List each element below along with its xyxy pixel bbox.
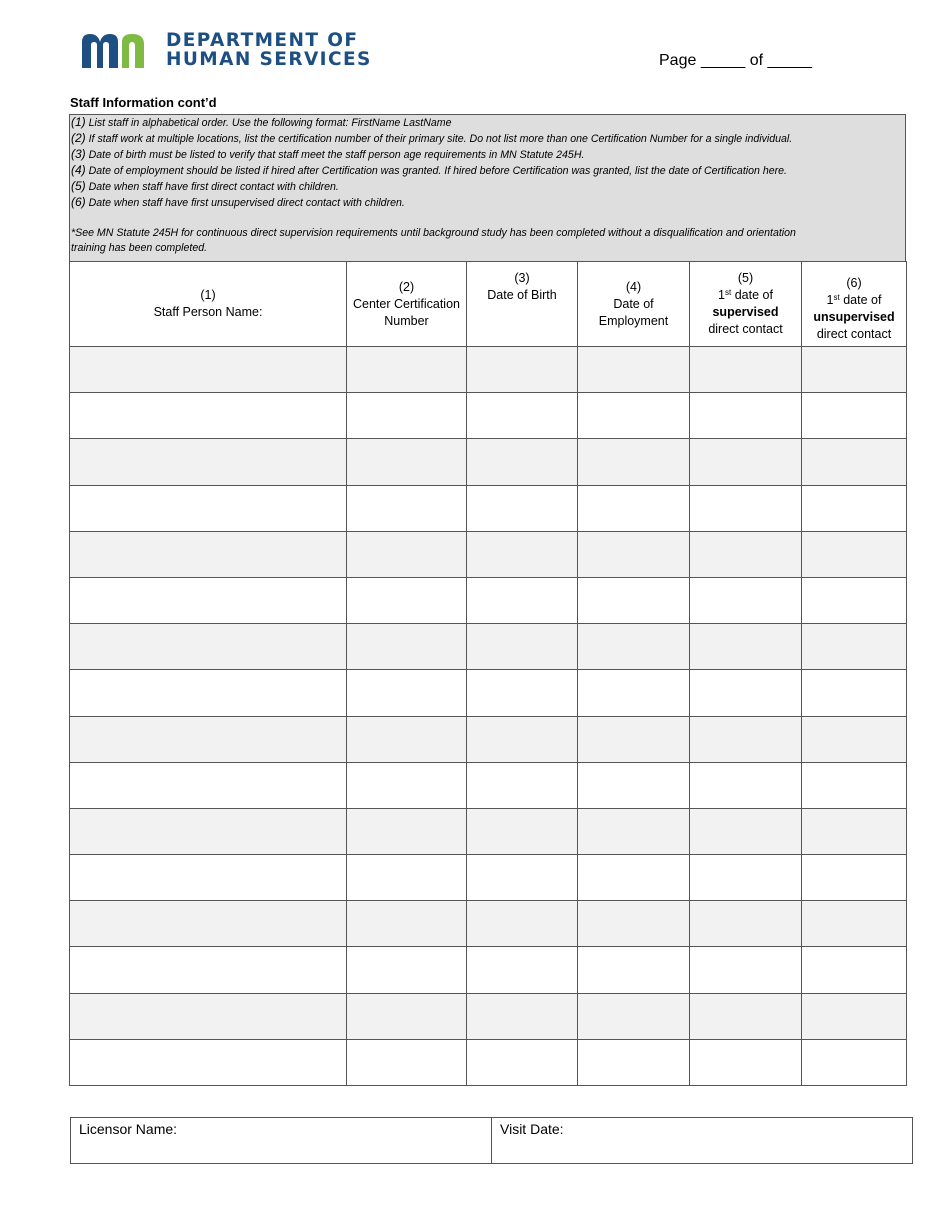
visit-date-field[interactable]: [492, 1118, 912, 1163]
date-of-employment-cell[interactable]: [578, 855, 690, 901]
date-of-birth-cell[interactable]: [467, 1039, 578, 1085]
table-row: [70, 716, 907, 762]
unsupervised-contact-cell[interactable]: [802, 347, 907, 393]
staff-name-cell[interactable]: [70, 762, 347, 808]
certification-number-cell[interactable]: [347, 624, 467, 670]
certification-number-cell[interactable]: [347, 762, 467, 808]
certification-number-cell[interactable]: [347, 393, 467, 439]
table-row: [70, 993, 907, 1039]
supervised-contact-cell[interactable]: [690, 808, 802, 854]
table-row: [70, 855, 907, 901]
staff-name-cell[interactable]: [70, 947, 347, 993]
staff-table: [69, 261, 907, 1086]
table-row: [70, 624, 907, 670]
certification-number-cell[interactable]: [347, 485, 467, 531]
supervised-contact-cell[interactable]: [690, 901, 802, 947]
col-header-certification-number: (2) Center Certification Number: [347, 262, 467, 347]
staff-name-cell[interactable]: [70, 901, 347, 947]
date-of-birth-cell[interactable]: [467, 624, 578, 670]
supervised-contact-cell[interactable]: [690, 439, 802, 485]
visit-date-label: Visit Date:: [500, 1121, 564, 1137]
table-row: [70, 485, 907, 531]
date-of-birth-cell[interactable]: [467, 670, 578, 716]
unsupervised-contact-cell[interactable]: [802, 485, 907, 531]
staff-name-cell[interactable]: [70, 531, 347, 577]
date-of-birth-cell[interactable]: [467, 439, 578, 485]
col-header-unsupervised-contact: (6) 1st date of unsupervised direct contact: [802, 262, 907, 347]
staff-name-cell[interactable]: [70, 624, 347, 670]
instruction-item: (1) List staff in alphabetical order. Use the following format: FirstName LastName: [71, 115, 452, 129]
date-of-birth-cell[interactable]: [467, 485, 578, 531]
unsupervised-contact-cell[interactable]: [802, 624, 907, 670]
mn-dhs-logo: [82, 30, 372, 72]
licensor-name-label: Licensor Name:: [79, 1121, 178, 1137]
instruction-item: (5) Date when staff have first direct contact with children.: [71, 179, 339, 193]
date-of-employment-cell[interactable]: [578, 670, 690, 716]
staff-name-cell[interactable]: [70, 808, 347, 854]
date-of-employment-cell[interactable]: [578, 624, 690, 670]
licensor-footer: [70, 1117, 913, 1164]
staff-table-body: [70, 347, 907, 1086]
date-of-birth-cell[interactable]: [467, 901, 578, 947]
supervised-contact-cell[interactable]: [690, 1039, 802, 1085]
col-header-date-of-employment: (4) Date of Employment: [578, 262, 690, 347]
unsupervised-contact-cell[interactable]: [802, 947, 907, 993]
staff-name-cell[interactable]: [70, 577, 347, 623]
supervised-contact-cell[interactable]: [690, 393, 802, 439]
certification-number-cell[interactable]: [347, 670, 467, 716]
date-of-employment-cell[interactable]: [578, 577, 690, 623]
supervised-contact-cell[interactable]: [690, 947, 802, 993]
table-header-row: [70, 262, 907, 347]
staff-name-cell[interactable]: [70, 716, 347, 762]
supervised-contact-cell[interactable]: [690, 624, 802, 670]
certification-number-cell[interactable]: [347, 901, 467, 947]
staff-name-cell[interactable]: [70, 993, 347, 1039]
date-of-employment-cell[interactable]: [578, 762, 690, 808]
table-row: [70, 762, 907, 808]
certification-number-cell[interactable]: [347, 1039, 467, 1085]
staff-name-cell[interactable]: [70, 855, 347, 901]
table-row: [70, 670, 907, 716]
date-of-employment-cell[interactable]: [578, 393, 690, 439]
date-of-birth-cell[interactable]: [467, 577, 578, 623]
supervised-contact-cell[interactable]: [690, 762, 802, 808]
date-of-employment-cell[interactable]: [578, 808, 690, 854]
table-row: [70, 577, 907, 623]
unsupervised-contact-cell[interactable]: [802, 439, 907, 485]
statute-note: *See MN Statute 245H for continuous direct supervision requirements until background study has been completed without a disqualification and orientation: [71, 227, 796, 239]
section-title: Staff Information cont’d: [70, 95, 217, 110]
date-of-birth-cell[interactable]: [467, 808, 578, 854]
table-row: [70, 901, 907, 947]
licensor-name-field[interactable]: [71, 1118, 492, 1163]
staff-name-cell[interactable]: [70, 1039, 347, 1085]
instruction-item: (4) Date of employment should be listed if hired after Certification was granted. If hired before Certification was granted, list the date of Certification here.: [71, 163, 787, 177]
supervised-contact-cell[interactable]: [690, 531, 802, 577]
staff-name-cell[interactable]: [70, 670, 347, 716]
logo-text-line1: DEPARTMENT OF: [166, 30, 359, 51]
supervised-contact-cell[interactable]: [690, 716, 802, 762]
date-of-employment-cell[interactable]: [578, 531, 690, 577]
table-row: [70, 347, 907, 393]
staff-name-cell[interactable]: [70, 439, 347, 485]
date-of-birth-cell[interactable]: [467, 531, 578, 577]
logo-text-line2: HUMAN SERVICES: [166, 49, 372, 70]
unsupervised-contact-cell[interactable]: [802, 670, 907, 716]
staff-name-cell[interactable]: [70, 485, 347, 531]
table-row: [70, 393, 907, 439]
date-of-employment-cell[interactable]: [578, 993, 690, 1039]
unsupervised-contact-cell[interactable]: [802, 393, 907, 439]
supervised-contact-cell[interactable]: [690, 347, 802, 393]
supervised-contact-cell[interactable]: [690, 993, 802, 1039]
table-row: [70, 947, 907, 993]
supervised-contact-cell[interactable]: [690, 577, 802, 623]
date-of-employment-cell[interactable]: [578, 947, 690, 993]
date-of-birth-cell[interactable]: [467, 947, 578, 993]
mn-logo-icon: [82, 32, 158, 68]
certification-number-cell[interactable]: [347, 855, 467, 901]
certification-number-cell[interactable]: [347, 439, 467, 485]
date-of-employment-cell[interactable]: [578, 347, 690, 393]
page-number-label[interactable]: Page _____ of _____: [659, 52, 813, 69]
instruction-item: (3) Date of birth must be listed to verify that staff meet the staff person age requirements in MN Statute 245H.: [71, 147, 585, 161]
date-of-employment-cell[interactable]: [578, 439, 690, 485]
certification-number-cell[interactable]: [347, 347, 467, 393]
staff-name-cell[interactable]: [70, 347, 347, 393]
instruction-item: (2) If staff work at multiple locations, list the certification number of their primary site. Do not list more than one Certification Number for a single individual.: [71, 131, 793, 145]
unsupervised-contact-cell[interactable]: [802, 993, 907, 1039]
date-of-birth-cell[interactable]: [467, 716, 578, 762]
certification-number-cell[interactable]: [347, 947, 467, 993]
unsupervised-contact-cell[interactable]: [802, 577, 907, 623]
certification-number-cell[interactable]: [347, 808, 467, 854]
unsupervised-contact-cell[interactable]: [802, 901, 907, 947]
unsupervised-contact-cell[interactable]: [802, 716, 907, 762]
certification-number-cell[interactable]: [347, 577, 467, 623]
table-row: [70, 439, 907, 485]
table-row: [70, 1039, 907, 1085]
instructions-box: [69, 114, 906, 262]
certification-number-cell[interactable]: [347, 993, 467, 1039]
unsupervised-contact-cell[interactable]: [802, 808, 907, 854]
date-of-birth-cell[interactable]: [467, 993, 578, 1039]
date-of-birth-cell[interactable]: [467, 347, 578, 393]
statute-note-cont: training has been completed.: [71, 242, 208, 254]
supervised-contact-cell[interactable]: [690, 670, 802, 716]
certification-number-cell[interactable]: [347, 716, 467, 762]
col-header-staff-name: (1) Staff Person Name:: [70, 262, 347, 347]
certification-number-cell[interactable]: [347, 531, 467, 577]
col-header-date-of-birth: (3) Date of Birth: [467, 262, 578, 347]
date-of-employment-cell[interactable]: [578, 1039, 690, 1085]
date-of-birth-cell[interactable]: [467, 855, 578, 901]
date-of-employment-cell[interactable]: [578, 485, 690, 531]
staff-name-cell[interactable]: [70, 393, 347, 439]
date-of-employment-cell[interactable]: [578, 901, 690, 947]
date-of-employment-cell[interactable]: [578, 716, 690, 762]
table-row: [70, 531, 907, 577]
supervised-contact-cell[interactable]: [690, 485, 802, 531]
unsupervised-contact-cell[interactable]: [802, 531, 907, 577]
instruction-item: (6) Date when staff have first unsupervised direct contact with children.: [71, 195, 405, 209]
date-of-birth-cell[interactable]: [467, 393, 578, 439]
col-header-supervised-contact: (5) 1st date of supervised direct contact: [690, 262, 802, 347]
table-row: [70, 808, 907, 854]
logo-text: [166, 31, 372, 69]
unsupervised-contact-cell[interactable]: [802, 762, 907, 808]
unsupervised-contact-cell[interactable]: [802, 1039, 907, 1085]
date-of-birth-cell[interactable]: [467, 762, 578, 808]
supervised-contact-cell[interactable]: [690, 855, 802, 901]
unsupervised-contact-cell[interactable]: [802, 855, 907, 901]
